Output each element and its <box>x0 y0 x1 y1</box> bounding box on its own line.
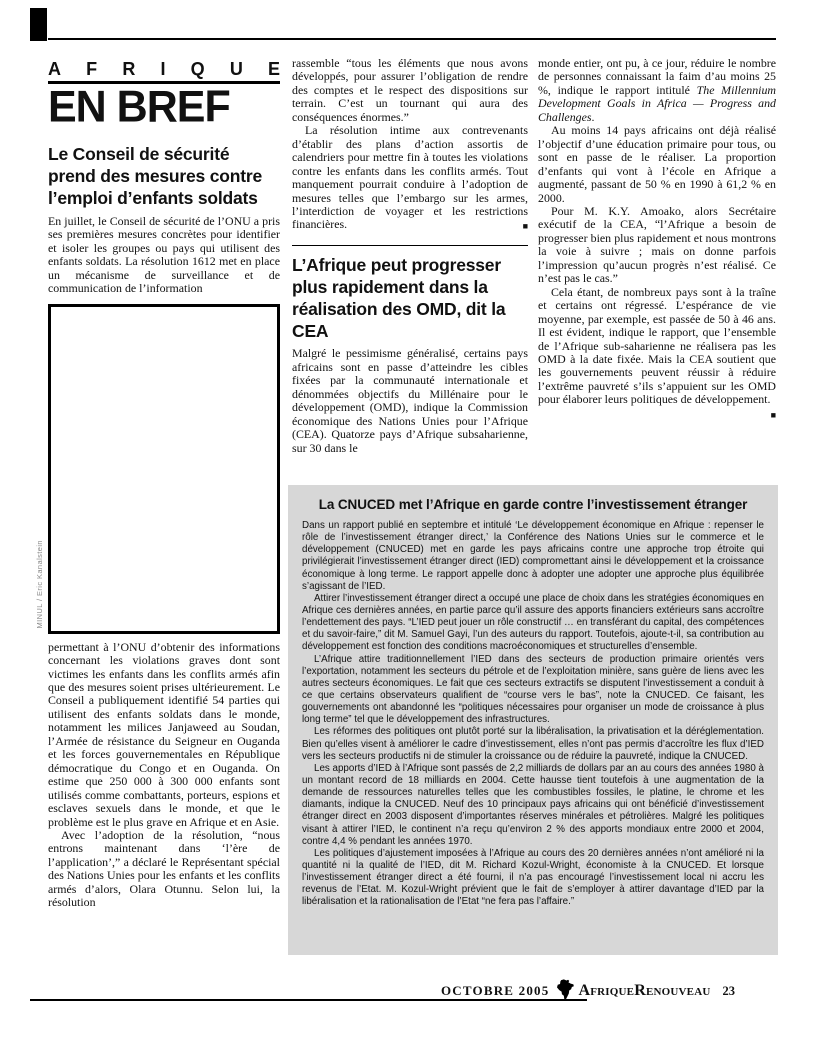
column-2 <box>292 57 528 455</box>
sidebar-box-paragraph: Les politiques d’ajustement imposées à l’Afrique au cours des 20 dernières années n’ont amélioré ni la quantité ni la qualité de l’IED, dit M. Richard Kozul-Wright, économiste à la CNUCED. Et lorsque l’investissement étranger direct a été fourni, il n’a pas encouragé l’investissement local ni accru les revenus de l’Etat. M. Kozul-Wright prévient que le fait de s’employer à attirer davantage d’IED par la libéralisation et la rationalisation de l’Etat “ne fera pas l’affaire.” <box>302 847 764 908</box>
article1-paragraph <box>292 124 528 232</box>
column-3 <box>538 57 776 420</box>
article1-paragraph: rassemble “tous les éléments que nous avons développés, pour assurer l’obligation de rendre des comptes et le respect des dispositions sur terrain. C’est un tournant qui aura des conséquences énormes.” <box>292 56 528 124</box>
article2-paragraph: Pour M. K.Y. Amoako, alors Secrétaire exécutif de la CEA, “l’Afrique a besoin de progresser bien plus rapidement et nous montrons la voie à suivre ; mais on donne parfois l’impression qu’aucun progrès n’est réalisé. Ce n’est pas le cas.” <box>538 203 776 286</box>
article2-paragraph-text: . <box>591 109 595 124</box>
article2-paragraph: Malgré le pessimisme généralisé, certains pays africains sont en passe d’atteindre les cibles fixées par la communauté internationale et dénommées objectifs du Millénaire pour le développement (OMD), indique la Commission économique des Nations Unies pour l’Afrique (CEA). Quatorze pays d’Afrique subsaharienne, sur 30 dans le <box>292 346 528 455</box>
sidebar-box-paragraph: Attirer l’investissement étranger direct a occupé une place de choix dans les stratégies économiques en Afrique ces dernières années, en partie parce qu’il assure des apports financiers extérieurs sans accroître l’endettement des pays. “L’IED peut jouer un rôle constructif … en transférant du capital, des compétences et du savoir-faire,” dit M. Samuel Gayi, l’un des auteurs du rapport. Toutefois, ajoute-t-il, sa contribution au développement est fonction des conditions macroéconomiques et structurelles d’ensemble. <box>302 592 764 653</box>
article1-paragraph: permettant à l’ONU d’obtenir des informations concernant les violations graves dont sont victimes les enfants dans les conflits armés afin que des mesures soient prises ultérieurement. Le Conseil a publiquement identifié 54 parties qui utilisent des enfants soldats dans le monde, notamment les milices Janjaweed au Soudan, l’Armée de résistance du Seigneur en Ouganda et les forces gouvernementales en République démocratique du Congo et en Ouganda. On estime que 250 000 à 300 000 enfants sont utilisés comme combattants, porteurs, espions et esclaves sexuels dans le monde, et que le problème est le plus grave en Afrique et en Asie. <box>48 639 280 829</box>
report-title: The Millennium Development Goals in Africa — Progress and Challenges <box>538 82 776 124</box>
sidebar-box-paragraph: Les réformes des politiques ont plutôt porté sur la libéralisation, la privatisation et la déréglementation. Bien qu’elles visent à améliorer le cadre d’investissement, elles n’ont pas permis d’accroître les flux d’IED vers les secteurs productifs ni de stimuler la croissance ou de réduire la pauvreté, indique la CNUCED. <box>302 726 764 762</box>
article2-paragraph: Au moins 14 pays africains ont déjà réalisé l’objectif d’une éducation primaire pour tous, ou sont en passe de le réaliser. La proportion d’enfants qui vont à l’école en Afrique a augmenté, passant de 50 % en 1990 à 61,2 % en 2000. <box>538 123 776 205</box>
article1-end-mark: ■ <box>522 221 528 232</box>
page-number: 23 <box>722 984 735 998</box>
magazine-name-renouveau: Renouveau <box>634 982 711 999</box>
article2-paragraph-text: Cela étant, de nombreux pays sont à la traîne et certains ont régressé. L’espérance de vie moyenne, par exemple, est passée de 50 à 46 ans. Il est évident, indique le rapport, que l’ensemble de l’Afrique sub-saharienne ne réalisera pas les OMD à la date fixée. Mais la CEA soutient que les gouvernements peuvent réussir à réduire l’extrême pauvreté s’ils s’appuient sur les OMD pour élaborer leurs politiques de développement. <box>538 284 776 407</box>
article1-paragraph-text: La résolution intime aux contrevenants d’établir des plans d’action assortis de calendriers pour mettre fin à toutes les violations contre les enfants dans les conflits armés. Tout manquement pourrait conduire à l’adoption de mesures telles que l’embargo sur les armes, l’interdiction de voyager et les restrictions financières. <box>292 123 528 232</box>
magazine-name-afrique: Afrique <box>578 982 635 999</box>
section-kicker: A F R I Q U E <box>48 59 280 84</box>
sidebar-box-paragraph: Dans un rapport publié en septembre et intitulé ‘Le développement économique en Afrique : repenser le rôle de l’investissement étranger direct,’ la Conférence des Nations Unies sur le commerce et le développement (CNUCED) met en garde les pays africains contre une approche trop étroite qui privilégierait l’investissement étranger direct (IED) compromettant ainsi le développement et la croissance économique à long terme. Le rapport appelle donc à adopter une adopter une approche plus équilibrée s’agissant de l’IED. <box>302 520 764 592</box>
article2-end-mark: ■ <box>770 409 776 420</box>
sidebar-box-paragraph: L’Afrique attire traditionnellement l’IED dans des secteurs de production primaire orientés vers l’exportation, notamment les secteurs du pétrole et de l’exploitation minière, sans guère de liens avec les autres secteurs économiques. Le fait que ces secteurs extractifs se disputent l’investissement a conduit à ce que certains observateurs qualifient de “course vers le bas”, note la CNUCED. Ce faisant, les gouvernements ont abandonné les “politiques nécessaires pour organiser un mode de croissance à plus long terme” tel que le développement des infrastructures. <box>302 653 764 726</box>
photo-placeholder <box>35 304 280 634</box>
africa-map-icon <box>554 979 576 1000</box>
section-title: EN BREF <box>48 82 230 133</box>
article2-paragraph-text: monde entier, ont pu, à ce jour, réduire le nombre de personnes connaissant la faim d’au moins 25 %, indique le rapport intitulé <box>538 56 776 97</box>
article2-paragraph <box>538 57 776 124</box>
column-1 <box>35 57 280 910</box>
sidebar-box-paragraph: Les apports d’IED à l’Afrique sont passés de 2,2 milliards de dollars par an au cours des années 1980 à un montant record de 18 milliards en 2004. Cette hausse tient toutefois à une augmentation de la demande de ressources naturelles telles que les combustibles fossiles, le platine, le chrome et les diamants, indique la CNUCED. Neuf des 10 principaux pays africains qui ont bénéficié d’investissement étranger direct en 2003 disposent d’importantes réserves minérales et pétrolières. Malgré les politiques visant à attirer l’IED, le continent n’a reçu qu’environ 2 % des apports mondiaux entre 2000 et 2004, contre 4,4 % pendant les années 1970. <box>302 762 764 847</box>
section-corner-tab <box>30 8 47 41</box>
magazine-name <box>578 982 710 1000</box>
article1-paragraph: En juillet, le Conseil de sécurité de l’ONU a pris ses premières mesures concrètes pour identifier et isoler les groupes ou pays qui utilisent des enfants soldats. La résolution 1612 met en place un mécanisme de surveillance et de communication de l’information <box>48 213 280 296</box>
article2-paragraph <box>538 284 776 420</box>
article1-paragraph: Avec l’adoption de la résolution, “nous entrons maintenant dans ‘l’ère de l’application’,” a déclaré le Représentant spécial des Nations Unies pour les enfants et les conflits armés d’alors, Olara Otunnu. Selon lui, la résolution <box>48 828 280 910</box>
article2-headline: L’Afrique peut progresser plus rapidement dans la réalisation des OMD, dit la CEA <box>292 254 506 341</box>
photo-credit: MINUL / Eric Kanalstein <box>35 540 44 629</box>
article1-headline: Le Conseil de sécurité prend des mesures contre l’emploi d’enfants soldats <box>48 144 263 209</box>
sidebar-box-title: La CNUCED met l’Afrique en garde contre l’investissement étranger <box>318 497 748 512</box>
cnuced-sidebar-box <box>288 485 778 955</box>
page-footer <box>30 981 735 1000</box>
issue-date: OCTOBRE 2005 <box>441 983 550 998</box>
top-rule <box>48 38 776 40</box>
article-divider <box>292 245 528 246</box>
